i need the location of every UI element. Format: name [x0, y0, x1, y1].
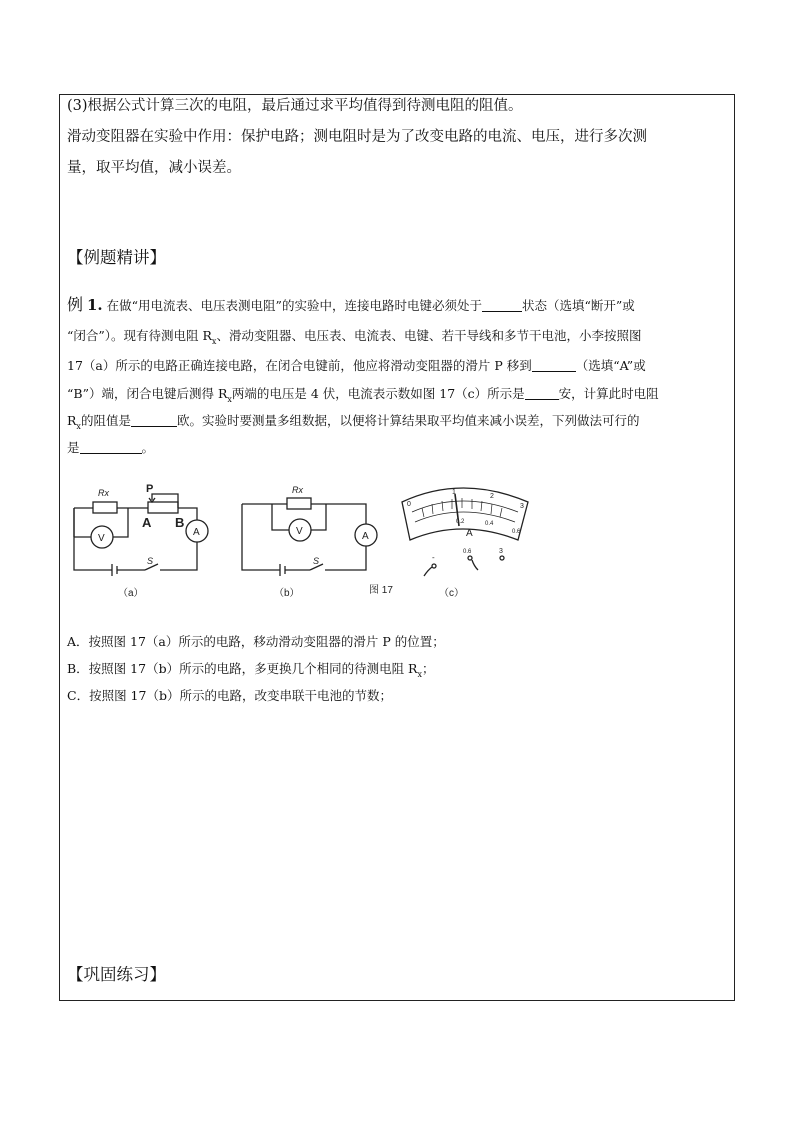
terminal-3-label: 3 — [499, 548, 503, 555]
option-b-end: ； — [421, 661, 435, 676]
scale-3: 3 — [520, 503, 524, 510]
label-end-a: A — [142, 515, 152, 530]
meter-unit: A — [466, 528, 473, 539]
terminal-0-6-label: 0.6 — [463, 549, 472, 555]
intro-line-3: 量，取平均值，减小误差。 — [67, 160, 241, 176]
scale-0-4: 0.4 — [485, 521, 494, 527]
figure-17 — [60, 480, 530, 605]
voltmeter-a-symbol: V — [98, 533, 105, 544]
blank-resistance[interactable] — [131, 412, 177, 427]
example-text: 。 — [141, 440, 155, 455]
scale-1: 1 — [452, 489, 456, 496]
example-text: 在做“用电流表、电压表测电阻”的实验中，连接电路时电键必须处于 — [106, 298, 482, 313]
intro-line-1: (3)根据公式计算三次的电阻，最后通过求平均值得到待测电阻的阻值。 — [67, 98, 523, 114]
example-text: 状态（选填“断开”或 — [521, 298, 635, 313]
scale-0-2: 0.2 — [456, 519, 465, 525]
example-text: R — [67, 413, 77, 428]
resistor-rx-a — [93, 502, 117, 513]
dial-face — [402, 488, 528, 540]
subscript: x — [211, 337, 217, 346]
switch-b-label: S — [313, 556, 320, 566]
option-a: A．按照图 17（a）所示的电路，移动滑动变阻器的滑片 P 的位置； — [67, 634, 445, 649]
subscript: x — [76, 422, 81, 431]
scale-0: 0 — [407, 501, 411, 508]
example-text: 是 — [67, 440, 80, 455]
terminal-0-6 — [468, 556, 472, 560]
figure-label-a: （a） — [118, 588, 144, 599]
example-label: 例 — [67, 295, 84, 314]
example-line-4 — [67, 383, 659, 411]
example-text: 欧。实验时要测量多组数据，以便将计算结果取平均值来减小误差，下列做法可行的 — [176, 413, 640, 428]
ammeter-dial-c — [402, 488, 528, 576]
example-number: 1. — [87, 296, 103, 314]
terminal-neg-label: - — [432, 553, 435, 562]
example-text: 两端的电压是 4 伏，电流表示数如图 17（c）所示是 — [231, 386, 525, 401]
example-line-3 — [67, 355, 646, 377]
section-example-heading: 【例题精讲】 — [67, 248, 166, 267]
blank-method[interactable] — [80, 439, 142, 454]
option-b — [67, 658, 434, 686]
example-line-2 — [67, 325, 641, 353]
example-line-5 — [67, 410, 639, 438]
blank-current[interactable] — [525, 385, 559, 400]
label-p: P — [146, 483, 154, 495]
example-text: 的阻值是 — [80, 413, 131, 428]
label-rx-b: Rx — [292, 485, 303, 495]
terminal-3 — [500, 556, 504, 560]
figure-label-c: （c） — [439, 588, 464, 599]
figure-caption: 图 17 — [369, 585, 393, 596]
option-b-text: B．按照图 17（b）所示的电路，多更换几个相同的待测电阻 R — [67, 661, 418, 676]
example-text: “闭合”）。现有待测电阻 R — [67, 328, 212, 343]
switch-a-label: S — [147, 556, 154, 566]
label-end-b: B — [175, 515, 185, 530]
scale-0-6: 0.6 — [512, 529, 521, 535]
figure-label-b: （b） — [274, 588, 300, 599]
intro-line-2: 滑动变阻器在实验中作用：保护电路；测电阻时是为了改变电路的电流、电压，进行多次测 — [67, 129, 647, 145]
example-text: “B”）端，闭合电键后测得 R — [67, 386, 228, 401]
example-text: （选填“A”或 — [575, 358, 646, 373]
ammeter-b-symbol: A — [362, 531, 369, 542]
subscript: x — [227, 395, 232, 404]
example-line-6 — [67, 437, 154, 459]
blank-slider-end[interactable] — [532, 357, 576, 372]
scale-2: 2 — [490, 493, 494, 500]
label-rx-a: Rx — [98, 488, 109, 498]
example-text: 、滑动变阻器、电压表、电流表、电键、若干导线和多节干电池，小李按照图 — [216, 328, 642, 343]
circuit-b — [242, 498, 377, 576]
example-line-1 — [67, 294, 635, 317]
resistor-rx-b — [287, 498, 311, 509]
rheostat — [148, 502, 178, 513]
terminal-neg — [432, 564, 436, 568]
voltmeter-b-symbol: V — [296, 526, 303, 537]
example-text: 安，计算此时电阻 — [558, 386, 659, 401]
blank-switch-state[interactable] — [482, 297, 522, 312]
option-c: C．按照图 17（b）所示的电路，改变串联干电池的节数； — [67, 688, 392, 703]
ammeter-a-symbol: A — [193, 527, 200, 538]
circuit-a — [74, 494, 208, 576]
subscript: x — [417, 670, 422, 679]
example-text: 17（a）所示的电路正确连接电路，在闭合电键前，他应将滑动变阻器的滑片 P 移到 — [67, 358, 532, 373]
section-practice-heading: 【巩固练习】 — [67, 965, 166, 984]
